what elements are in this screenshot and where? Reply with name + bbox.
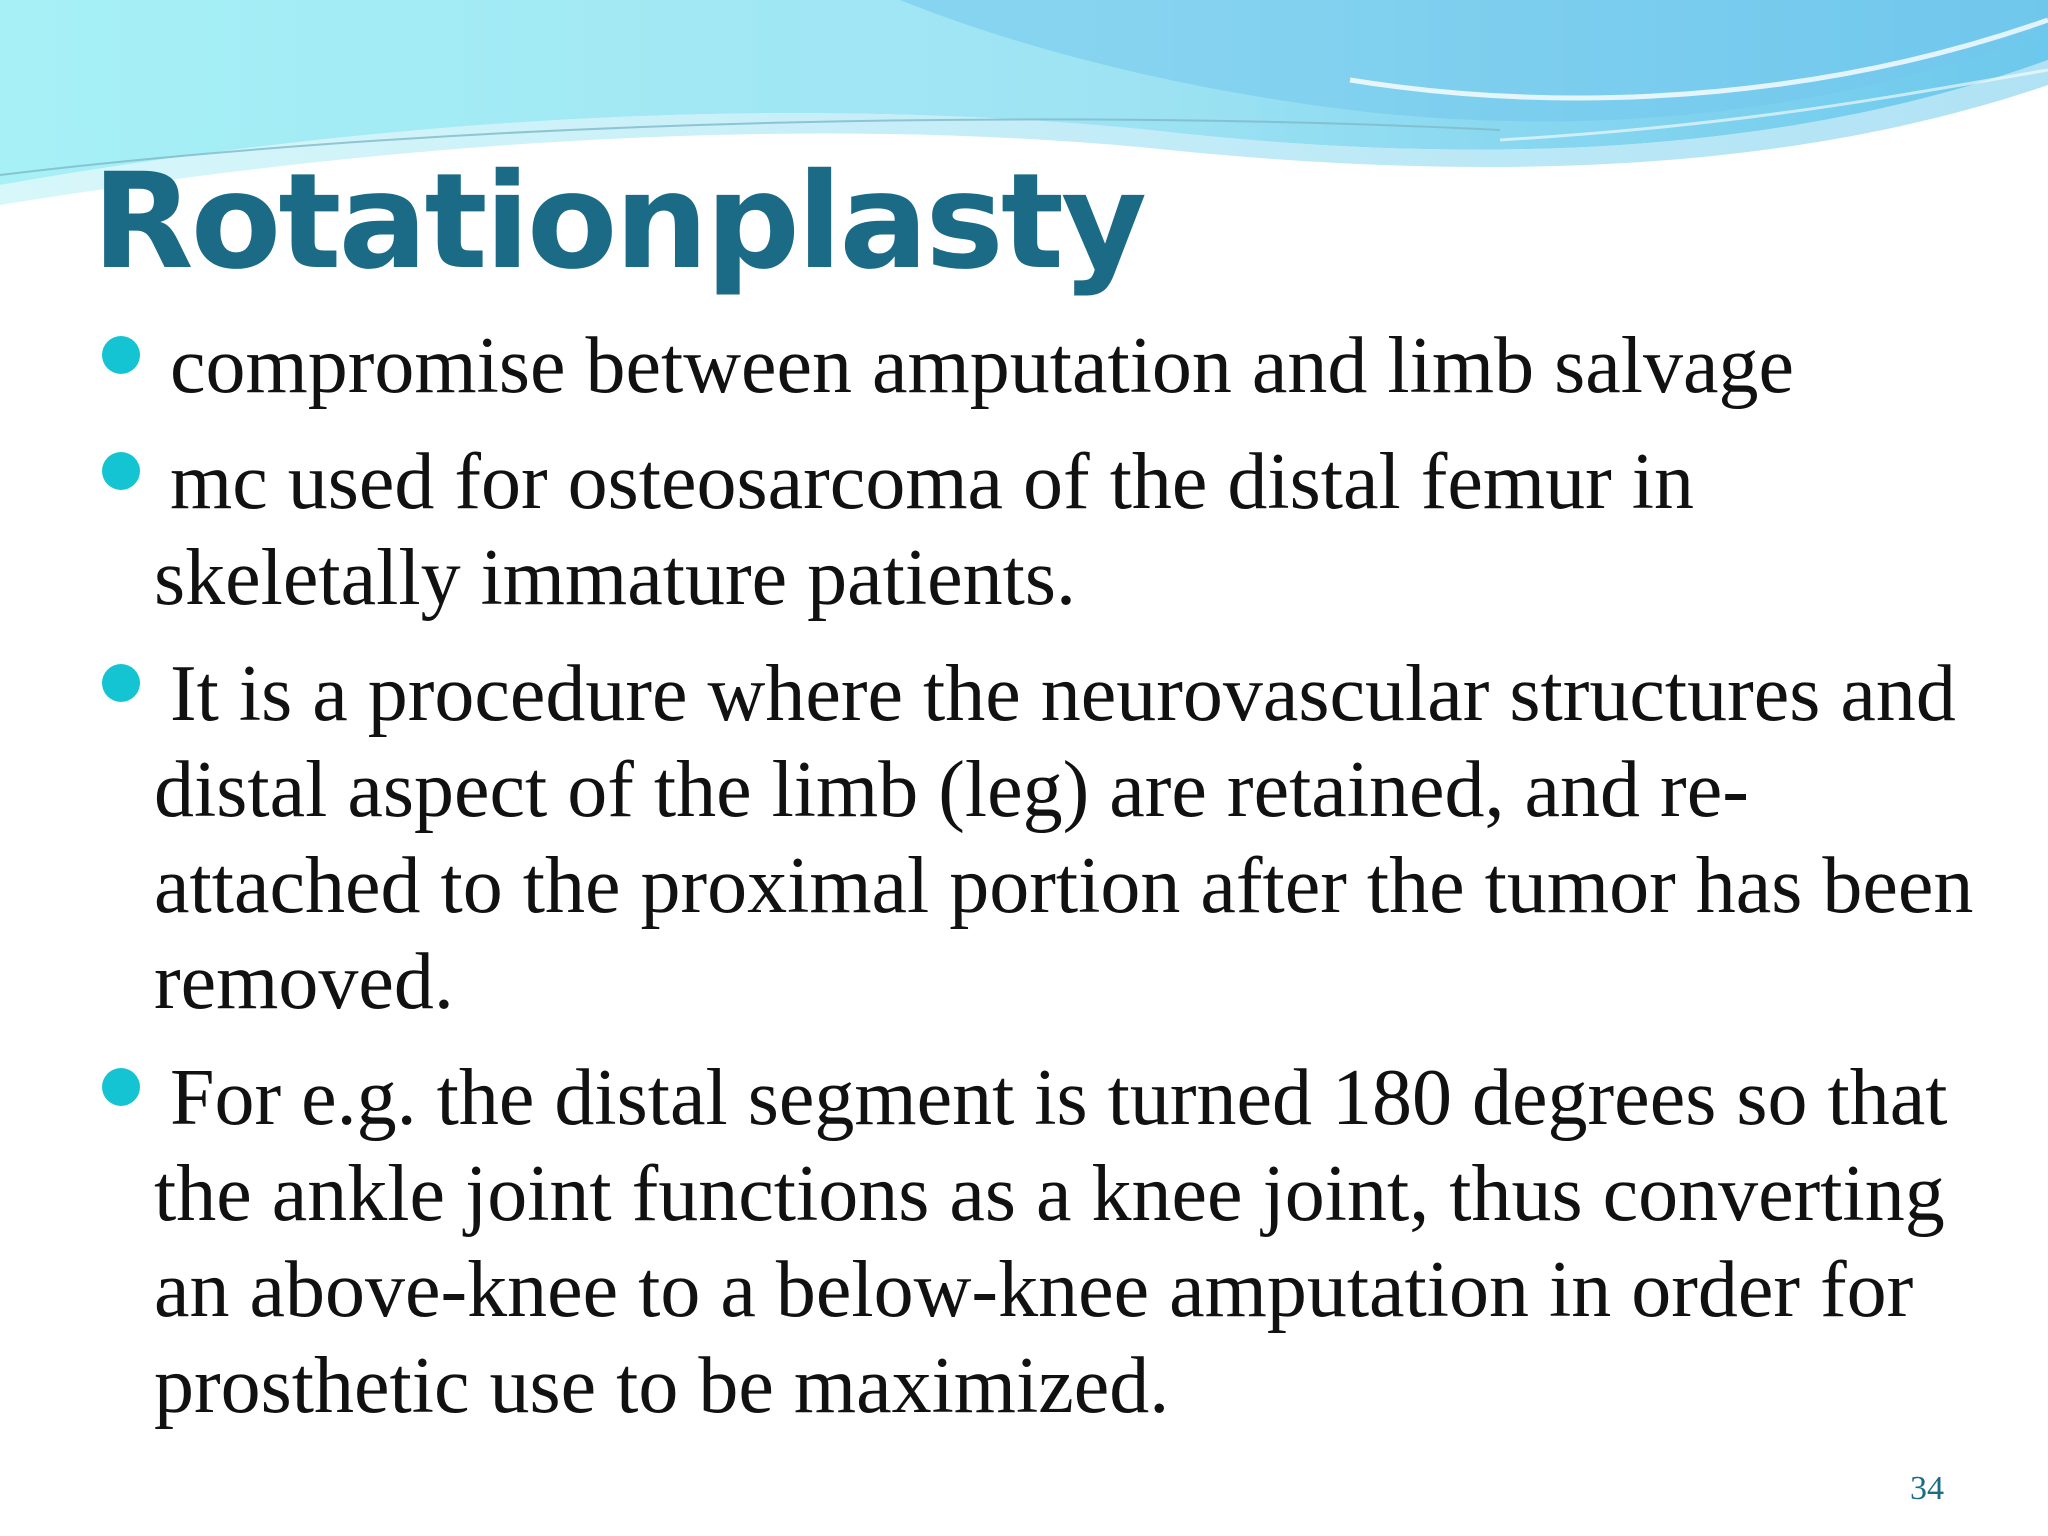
page-number: 34 xyxy=(1910,1470,1944,1507)
bullet-text: compromise between amputation and limb salvage xyxy=(170,322,1794,410)
bullet-text: It is a procedure where the neurovascular structures and distal aspect of the limb (leg) are retained, and re-attached to the proximal portion after the tumor has been removed. xyxy=(154,650,1974,1026)
bullet-dot-icon xyxy=(102,664,140,702)
bullet-list xyxy=(96,318,1976,1454)
bullet-item xyxy=(96,1050,1976,1434)
bullet-item xyxy=(96,646,1976,1030)
bullet-dot-icon xyxy=(102,1068,140,1106)
bullet-item xyxy=(96,434,1976,626)
bullet-text: mc used for osteosarcoma of the distal femur in skeletally immature patients. xyxy=(154,438,1694,622)
bullet-dot-icon xyxy=(102,452,140,490)
slide-title: Rotationplasty xyxy=(92,145,1145,299)
bullet-text: For e.g. the distal segment is turned 180 degrees so that the ankle joint functions as a knee joint, thus converting an above-knee to a below-knee amputation in order for prosthetic use to be maximized. xyxy=(154,1054,1948,1430)
bullet-dot-icon xyxy=(102,336,140,374)
bullet-item xyxy=(96,318,1976,414)
